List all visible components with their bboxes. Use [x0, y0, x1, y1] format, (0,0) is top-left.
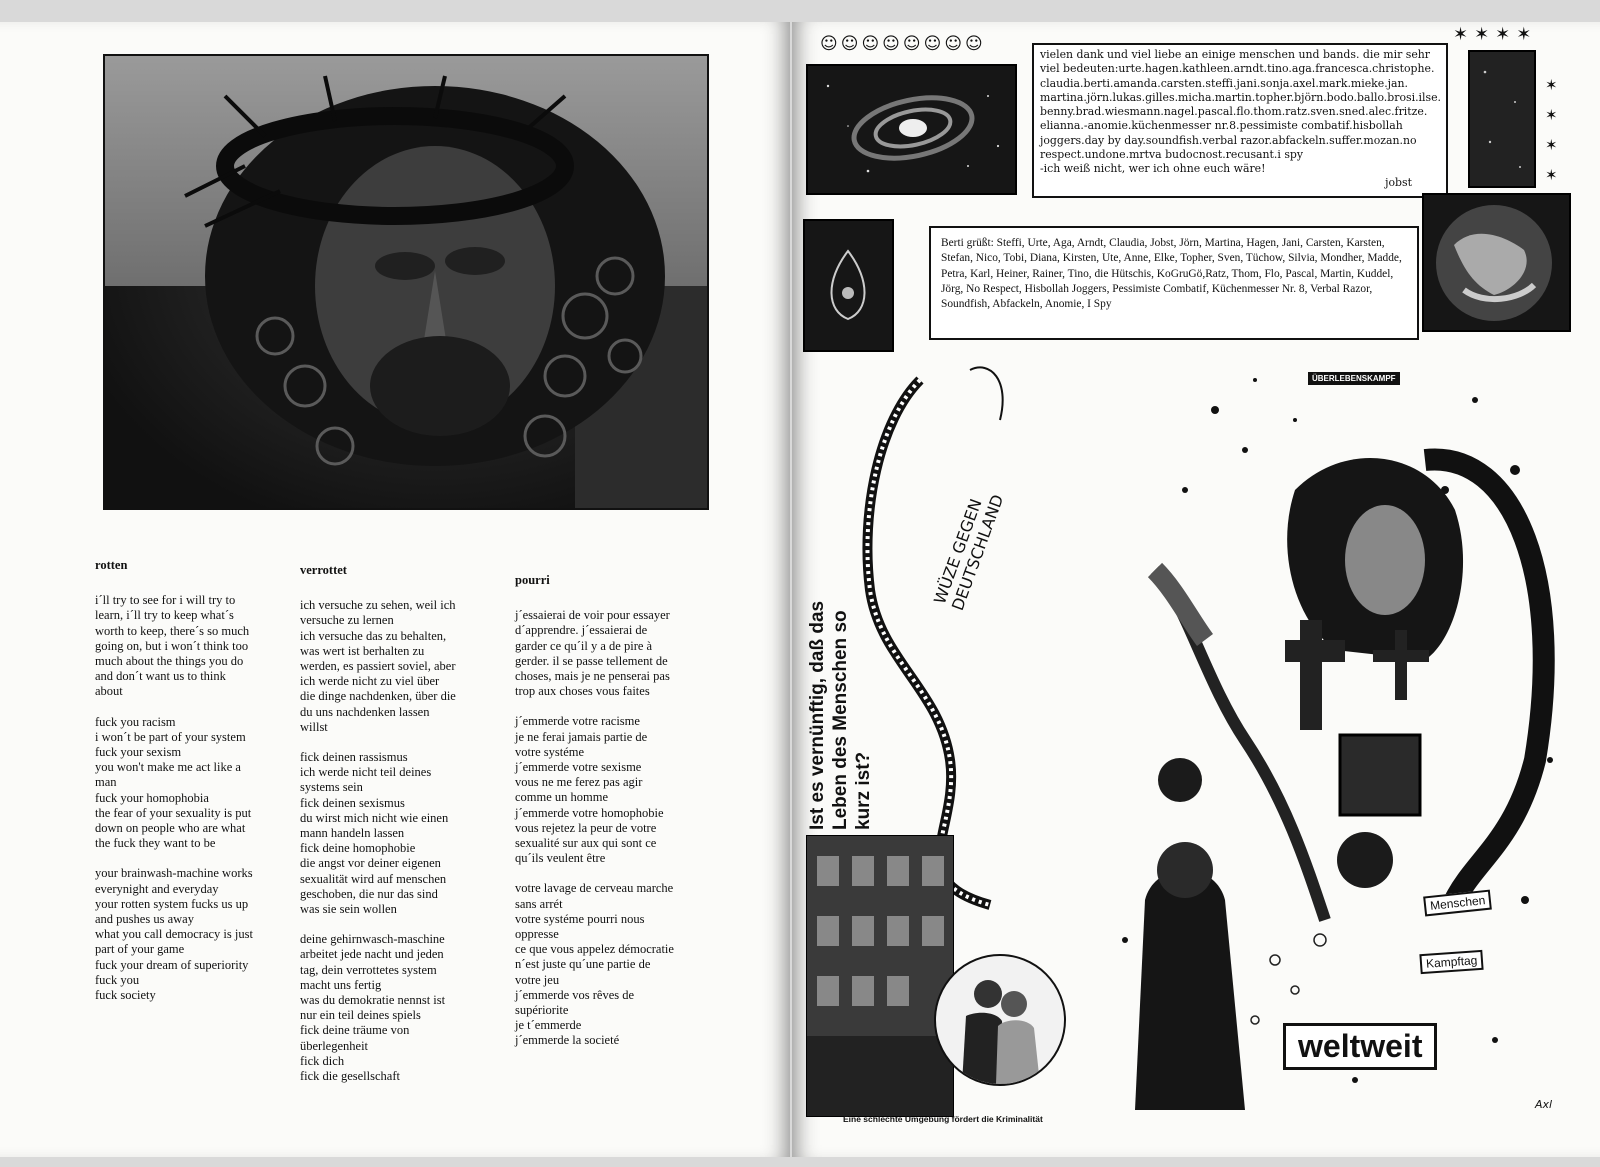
- greetings-text: Berti grüßt: Steffi, Urte, Aga, Arndt, Claudia, Jobst, Jörn, Martina, Hagen, Jani, Carsten, Karsten, Stefan, Nico, Tobi, Diana, Kirsten, Ute, Anne, Elke, Topher, Sven, Tüchow, Silvia, Mondher, Madde, Petra, Karl, Heiner, Rainer, Tino, die Hütschis, KoGruGö,Ratz, Thom, Flo, Pascal, Martin, Kuddel, Jörg, No Respect, Hisbollah Joggers, Pessimiste Combatif, Küchenmesser Nr. 8, Verbal Razor, Soundfish, Abfackeln, Anomie, I Spy: [941, 237, 1402, 311]
- label-weltweit: weltweit: [1283, 1023, 1437, 1070]
- stanza: j´emmerde votre racisme je ne ferai jamais partie de votre systéme j´emmerde votre sexisme vous ne me ferez pas agir comme un homme j´emmerde votre homophobie vous rejetez la peur de votre sexualité sur aux qui sont ce qu´ils veulent être: [515, 714, 664, 866]
- poem-title-pourri: pourri: [515, 573, 550, 587]
- label-kampftag: Kampftag: [1419, 950, 1484, 974]
- photo-caption: Eine schlechte Umgebung fördert die Kriminalität: [843, 1114, 1043, 1124]
- earth-image: [1422, 193, 1571, 332]
- poem-column-german: [300, 563, 480, 1099]
- stanza: j´essaierai de voir pour essayer d´apprendre. j´essaierai de garder ce qu´il y a de pire à gerder. il se passe tellement de choses, mais je ne penserai pas trop aux choses vous faites: [515, 608, 670, 699]
- couple-illustration: [934, 954, 1066, 1086]
- stars-row: ✶✶✶✶: [1453, 24, 1538, 45]
- label-ueberlebenskampf: ÜBERLEBENSKAMPF: [1308, 372, 1400, 385]
- drop-image: [803, 219, 894, 352]
- vertical-question: Ist es vernünftig, daß das Leben des Menschen so kurz ist?: [807, 600, 874, 830]
- poem-column-french: [515, 573, 700, 1064]
- side-stars: ✶ ✶ ✶ ✶: [1545, 76, 1558, 184]
- stanza: fick deinen rassismus ich werde nicht teil deines systems sein fick deinen sexismus du wirst mich nicht wie einen mann handeln lassen fick deine homophobie die angst vor deiner eigenen sexualität wird auf menschen geschoben, die nur das sind was sie sein wollen: [300, 750, 449, 917]
- stanza: ich versuche zu sehen, weil ich versuche zu lernen ich versuche das zu behalten, was wert ist berhalten zu werden, es passiert soviel, aber ich werde nicht zu viel über die dinge nachdenken, über die du uns nachdenken lassen willst: [300, 598, 456, 734]
- thanks-signature: jobst: [1385, 175, 1412, 189]
- collage-artwork: [1095, 340, 1570, 1110]
- poem-title-verrottet: verrottet: [300, 563, 347, 577]
- stanza: fuck you racism i won´t be part of your system fuck your sexism you won't make me act like a man fuck your homophobia the fear of your sexuality is put down on people who are what the fuck they want to be: [95, 714, 252, 851]
- building-photo: [806, 835, 954, 1117]
- graffiti-text: WÜZE GEGEN DEUTSCHLAND: [930, 492, 1008, 613]
- stanza: deine gehirnwasch-maschine arbeitet jede nacht und jeden tag, dein verrottetes system macht uns fertig was du demokratie nennst ist nur ein teil deines spiels fick deine träume von überlegenheit fick dich fick die gesellschaft: [300, 932, 446, 1084]
- stanza: your brainwash-machine works everynight and everyday your rotten system fucks us up and pushes us away what you call democracy is just part of your game fuck your dream of superiority fuck you fuck society: [95, 866, 253, 1003]
- greetings-box: [929, 226, 1419, 340]
- thanks-text: vielen dank und viel liebe an einige menschen und bands. die mir sehr viel bedeuten:urte.hagen.kathleen.arndt.tino.aga.francesca.christophe. claudia.berti.amanda.carsten.steffi.jani.sonja.axel.mark.mieke.jan. martina.jörn.lukas.gilles.micha.martin.topher.björn.bodo.ballo.brosi.ilse. benny.brad.wiesmann.nagel.pascal.flo.thom.ratz.sven.sned.alec.fritze. elianna.-anomie.küchenmesser nr.8.pessimiste combatif.hisbollah joggers.day by day.soundfish.verbal razor.abfackeln.suffer.mozan.no respect.undone.mrtva budocnost.recusant.i spy -ich weiß nicht, wer ich ohne euch wäre!: [1040, 48, 1442, 176]
- galaxy-image: [806, 64, 1017, 195]
- jesus-photo: [103, 54, 709, 510]
- thanks-box: [1032, 43, 1448, 198]
- space-image: [1468, 50, 1536, 188]
- smiley-row: ☺☺☺☺☺☺☺☺: [820, 34, 986, 54]
- poem-title-rotten: rotten: [95, 558, 128, 572]
- stanza: i´ll try to see for i will try to learn, i´ll try to keep what´s worth to keep, there´s so much going on, but i won´t think too much about the things you do and don´t want us to think about: [95, 593, 250, 699]
- label-menschen: Menschen: [1423, 890, 1492, 917]
- poem-column-english: [95, 558, 270, 1018]
- stanza: votre lavage de cerveau marche sans arrét votre systéme pourri nous oppresse ce que vous appelez démocratie n´est juste qu´une partie de votre jeu j´emmerde vos rêves de supériorite je t´emmerde j´emmerde la societé: [515, 881, 674, 1048]
- artist-signature: Axl: [1535, 1098, 1553, 1111]
